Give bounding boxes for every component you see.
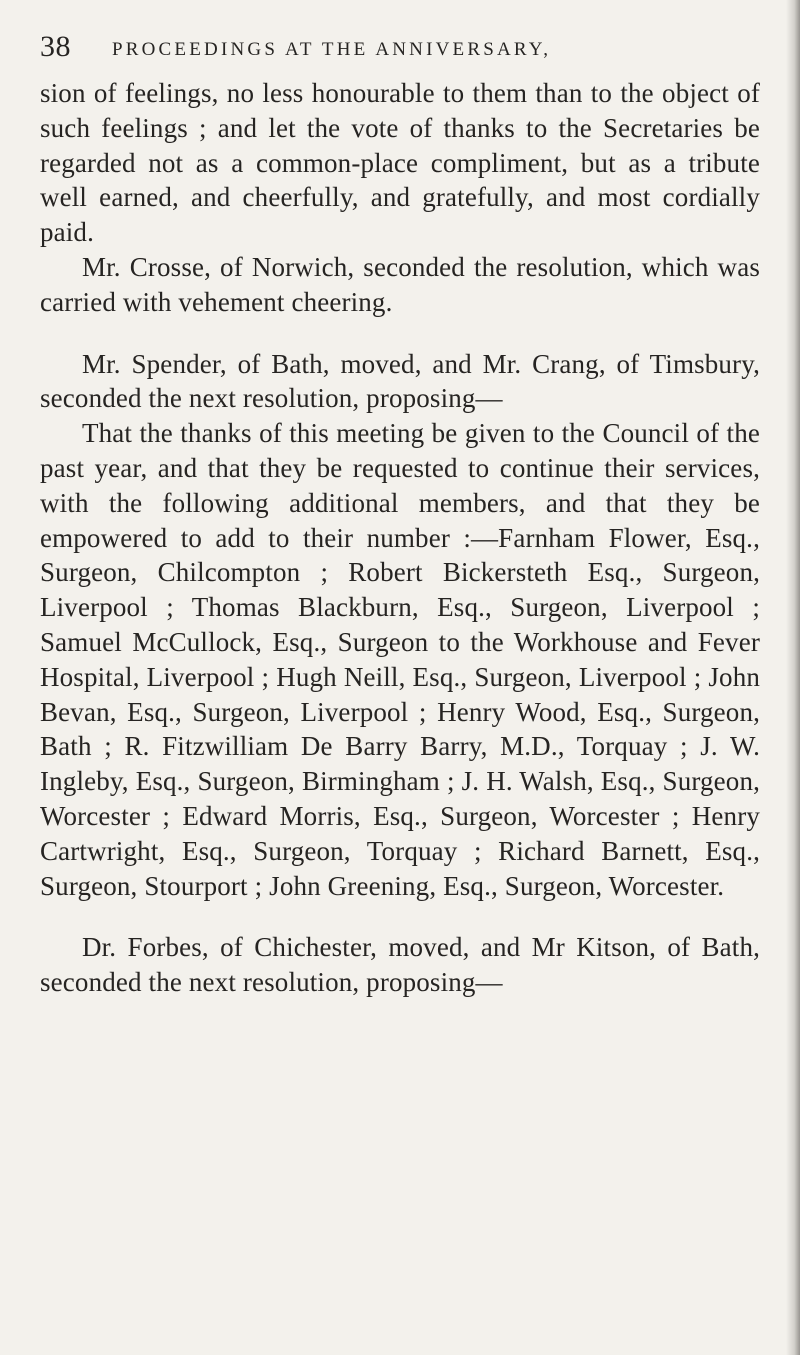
body-text <box>40 76 760 1000</box>
paragraph-council-resolution: That the thanks of this meeting be given to the Council of the past year, and that they be requested to continue their services, with the following additional members, and that they be empowered to add to their number :—Farnham Flower, Esq., Surgeon, Chilcompton ; Robert Bickersteth Esq., Surgeon, Liverpool ; Thomas Blackburn, Esq., Surgeon, Liverpool ; Samuel McCullock, Esq., Surgeon to the Workhouse and Fever Hospital, Liverpool ; Hugh Neill, Esq., Surgeon, Liverpool ; John Bevan, Esq., Surgeon, Liverpool ; Henry Wood, Esq., Surgeon, Bath ; R. Fitzwilliam De Barry Barry, M.D., Torquay ; J. W. Ingleby, Esq., Surgeon, Birmingham ; J. H. Walsh, Esq., Surgeon, Worcester ; Edward Morris, Esq., Surgeon, Worcester ; Henry Cartwright, Esq., Surgeon, Torquay ; Richard Barnett, Esq., Surgeon, Stourport ; John Greening, Esq., Surgeon, Worcester. <box>40 418 760 901</box>
page-number: 38 <box>40 30 71 63</box>
running-head: PROCEEDINGS AT THE ANNIVERSARY, <box>112 39 552 60</box>
page-edge-shadow <box>786 0 800 1355</box>
paragraph-spender-moved: Mr. Spender, of Bath, moved, and Mr. Crang, of Timsbury, seconded the next resolution, proposing— <box>40 348 760 414</box>
paragraph-forbes-moved: Dr. Forbes, of Chichester, moved, and Mr Kitson, of Bath, seconded the next resolution, proposing— <box>40 932 760 998</box>
paragraph-continuation: sion of feelings, no less honourable to them than to the object of such feelings ; and let the vote of thanks to the Secretaries be regarded not as a common-place compliment, but as a tribute well earned, and cheerfully, and gratefully, and most cordially paid. <box>40 78 760 248</box>
paragraph-crosse-seconded: Mr. Crosse, of Norwich, seconded the resolution, which was carried with vehement cheering. <box>40 251 760 317</box>
page-header <box>40 26 760 70</box>
